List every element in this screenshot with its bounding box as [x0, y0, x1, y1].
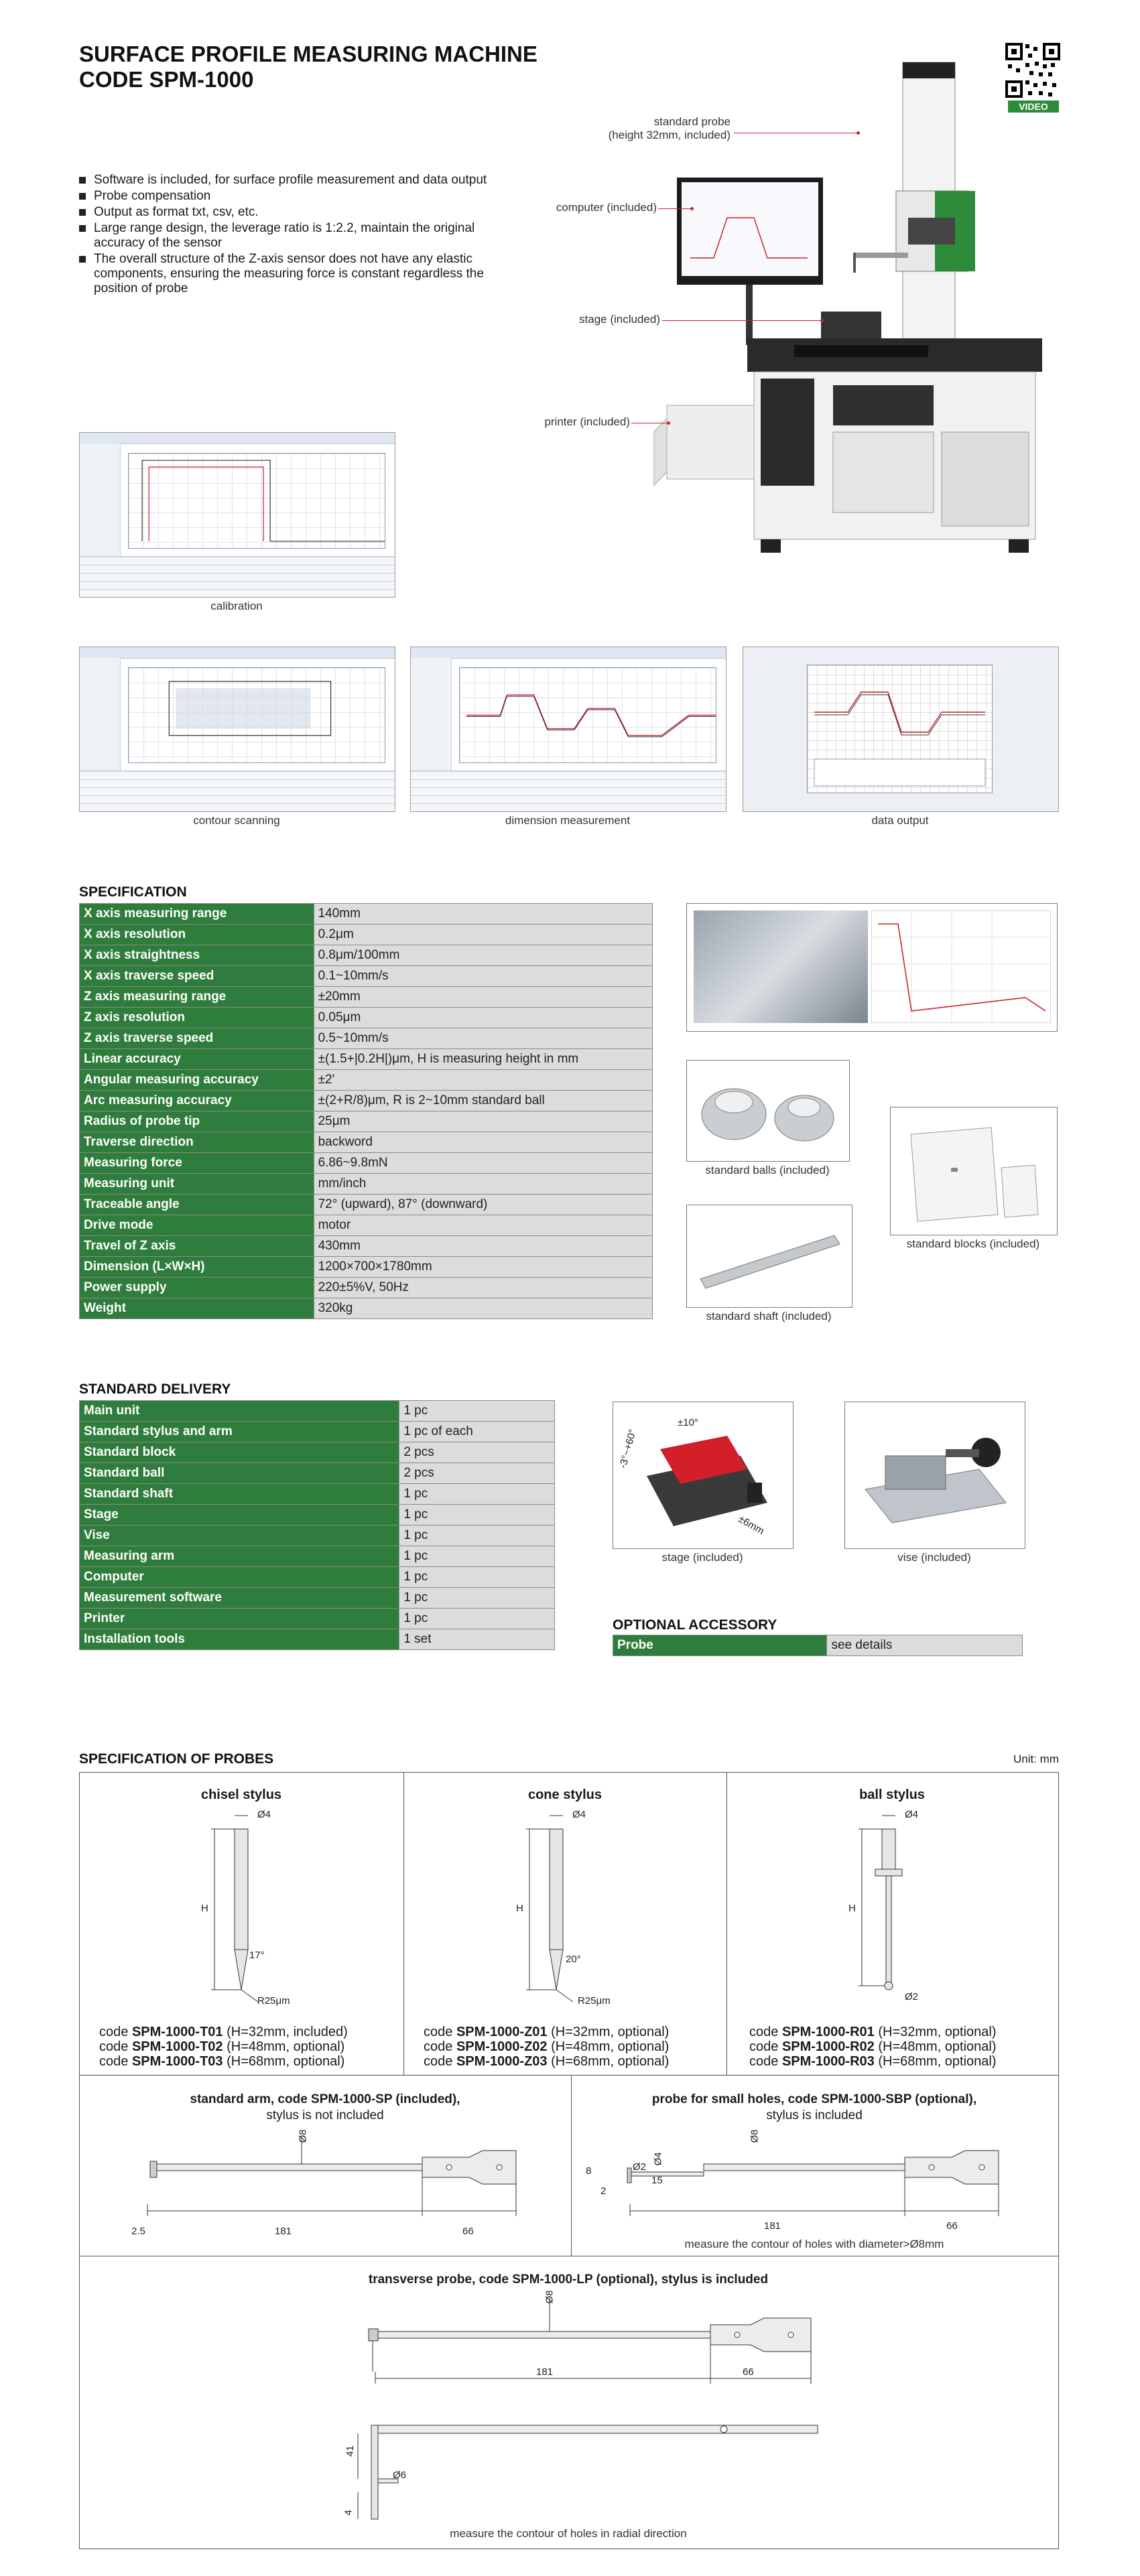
row-value: 2 pcs — [399, 1463, 555, 1484]
row-value: 1 pc — [399, 1588, 555, 1609]
row-value: 1 pc — [399, 1609, 555, 1629]
table-row — [80, 966, 653, 987]
screenshot-output — [743, 647, 1059, 812]
cone-codes — [424, 2025, 718, 2069]
row-label: Probe — [613, 1635, 827, 1656]
row-value: see details — [827, 1635, 1023, 1656]
callout-stage: stage (included) — [579, 313, 660, 326]
table-row — [80, 1463, 555, 1484]
stage-dim-bottom: ±6mm — [736, 1513, 767, 1538]
row-label: X axis straightness — [80, 945, 314, 966]
standard-balls-photo — [686, 1060, 850, 1162]
row-label: Z axis resolution — [80, 1008, 314, 1028]
row-value: 320kg — [314, 1298, 652, 1319]
table-row — [80, 925, 653, 945]
vise-photo — [844, 1402, 1025, 1549]
delivery-table — [79, 1400, 555, 1650]
table-row — [80, 1091, 653, 1111]
caption-contour: contour scanning — [193, 814, 280, 827]
transverse-d8: Ø8 — [544, 2290, 556, 2304]
table-row — [80, 1401, 555, 1422]
row-label: Z axis measuring range — [80, 987, 314, 1008]
table-row — [80, 1028, 653, 1049]
table-row — [613, 1635, 1023, 1656]
standard-arm-drawing — [134, 2137, 536, 2224]
probe-demo-photo — [686, 903, 1058, 1032]
caption-standard-blocks: standard blocks (included) — [906, 1237, 1040, 1250]
caption-standard-balls: standard balls (included) — [705, 1164, 830, 1176]
row-value: 1 pc — [399, 1526, 555, 1546]
callout-dot — [667, 421, 670, 425]
row-label: Computer — [80, 1567, 399, 1588]
row-value: 72° (upward), 87° (downward) — [314, 1195, 652, 1215]
row-value: 1 pc — [399, 1401, 555, 1422]
row-label: Travel of Z axis — [80, 1236, 314, 1257]
title-line-1: SURFACE PROFILE MEASURING MACHINE — [79, 42, 537, 66]
code-line: code SPM-1000-Z01 (H=32mm, optional) — [424, 2025, 670, 2039]
row-value: 1 pc of each — [399, 1422, 555, 1442]
chisel-stylus-title: chisel stylus — [200, 1787, 282, 1802]
page-title — [79, 42, 537, 92]
probes-unit: Unit: mm — [1013, 1753, 1059, 1765]
code-line: code SPM-1000-T01 (H=32mm, included) — [99, 2025, 348, 2039]
transverse-probe-drawing-side — [349, 2412, 831, 2526]
row-value: mm/inch — [314, 1174, 652, 1195]
cone-angle: 20° — [566, 1954, 581, 1965]
row-label: Measuring unit — [80, 1174, 314, 1195]
table-row — [80, 1195, 653, 1215]
callout-standard-probe: standard probe (height 32mm, included) — [608, 115, 731, 141]
row-label: Measurement software — [80, 1588, 399, 1609]
transverse-probe-title: transverse probe, code SPM-1000-LP (optional), stylus is included — [368, 2273, 769, 2287]
chisel-codes — [99, 2025, 394, 2069]
stage-photo — [613, 1402, 794, 1549]
row-label: Arc measuring accuracy — [80, 1091, 314, 1111]
table-row — [80, 1215, 653, 1236]
row-label: X axis measuring range — [80, 904, 314, 925]
stage-dim-left: -3°~+60° — [617, 1428, 639, 1470]
table-row — [80, 1567, 555, 1588]
callout-printer: printer (included) — [544, 415, 630, 428]
row-value: ±20mm — [314, 987, 652, 1008]
row-label: Power supply — [80, 1278, 314, 1298]
row-value: 1200×700×1780mm — [314, 1257, 652, 1278]
row-label: Printer — [80, 1609, 399, 1629]
transverse-probe-drawing-top — [349, 2298, 831, 2392]
code-line: code SPM-1000-R03 (H=68mm, optional) — [749, 2054, 997, 2069]
callout-line — [658, 208, 692, 209]
callout-dot — [820, 319, 824, 322]
cone-h: H — [516, 1903, 523, 1914]
row-value: 0.2μm — [314, 925, 652, 945]
ball-stylus-drawing — [842, 1809, 962, 2003]
optional-table — [613, 1635, 1023, 1656]
arm-d8: Ø8 — [297, 2129, 309, 2143]
standard-shaft-photo — [686, 1205, 852, 1308]
row-label: Main unit — [80, 1401, 399, 1422]
row-value: 1 pc — [399, 1505, 555, 1526]
row-value: 220±5%V, 50Hz — [314, 1278, 652, 1298]
feature-item: Software is included, for surface profile measurement and data output — [79, 173, 495, 188]
table-row — [80, 1174, 653, 1195]
ball-dia: Ø4 — [905, 1809, 919, 1820]
caption-vise: vise (included) — [897, 1551, 971, 1564]
row-label: Linear accuracy — [80, 1049, 314, 1070]
feature-item: The overall structure of the Z-axis sensor does not have any elastic components, ensuring the measuring force is constant regardless the position of probe — [79, 252, 495, 296]
transverse-l2: 181 — [536, 2366, 554, 2378]
screenshot-calibration — [79, 432, 395, 598]
feature-item: Output as format txt, csv, etc. — [79, 205, 495, 220]
table-row — [80, 1049, 653, 1070]
table-row — [80, 1629, 555, 1650]
table-row — [80, 1257, 653, 1278]
table-row — [80, 1070, 653, 1091]
small-d4: Ø4 — [652, 2152, 664, 2166]
table-row — [80, 1153, 653, 1174]
row-label: Radius of probe tip — [80, 1111, 314, 1132]
row-label: Z axis traverse speed — [80, 1028, 314, 1049]
delivery-heading: STANDARD DELIVERY — [79, 1381, 231, 1397]
row-label: Installation tools — [80, 1629, 399, 1650]
table-row — [80, 945, 653, 966]
ball-h: H — [848, 1903, 856, 1914]
standard-blocks-photo — [890, 1107, 1058, 1235]
row-value: 0.05μm — [314, 1008, 652, 1028]
chisel-dia: Ø4 — [257, 1809, 271, 1820]
ball-tip: Ø2 — [905, 1991, 919, 2003]
table-row — [80, 1132, 653, 1153]
row-value: 25μm — [314, 1111, 652, 1132]
title-line-2: CODE SPM-1000 — [79, 67, 254, 92]
caption-output: data output — [871, 814, 929, 827]
row-label: Traceable angle — [80, 1195, 314, 1215]
small-w15: 15 — [651, 2175, 663, 2186]
chisel-stylus-drawing — [194, 1809, 315, 2003]
specification-heading: SPECIFICATION — [79, 884, 187, 900]
row-value: 0.5~10mm/s — [314, 1028, 652, 1049]
code-line: code SPM-1000-T02 (H=48mm, optional) — [99, 2039, 345, 2054]
table-row — [80, 1505, 555, 1526]
row-value: 0.1~10mm/s — [314, 966, 652, 987]
table-row — [80, 1526, 555, 1546]
code-line: code SPM-1000-Z03 (H=68mm, optional) — [424, 2054, 670, 2069]
row-value: 1 pc — [399, 1546, 555, 1567]
row-value: 430mm — [314, 1236, 652, 1257]
small-d2: Ø2 — [633, 2161, 647, 2173]
table-row — [80, 1546, 555, 1567]
video-badge[interactable]: VIDEO — [1008, 100, 1059, 113]
table-row — [80, 1484, 555, 1505]
code-line: code SPM-1000-R02 (H=48mm, optional) — [749, 2039, 997, 2054]
table-row — [80, 987, 653, 1008]
arm-l3: 66 — [462, 2226, 474, 2237]
table-row — [80, 1609, 555, 1629]
row-value: ±(2+R/8)μm, R is 2~10mm standard ball — [314, 1091, 652, 1111]
row-label: Standard stylus and arm — [80, 1422, 399, 1442]
callout-computer: computer (included) — [556, 201, 657, 214]
cone-tip: R25μm — [578, 1995, 611, 2007]
optional-heading: OPTIONAL ACCESSORY — [613, 1617, 777, 1633]
callout-dot — [857, 131, 860, 135]
row-label: Stage — [80, 1505, 399, 1526]
table-row — [80, 1422, 555, 1442]
cone-stylus-drawing — [509, 1809, 630, 2003]
small-w2: 2 — [600, 2185, 607, 2197]
row-label: Dimension (L×W×H) — [80, 1257, 314, 1278]
table-row — [80, 1442, 555, 1463]
standard-arm-title: standard arm, code SPM-1000-SP (included), stylus is not included — [190, 2092, 460, 2122]
table-row — [80, 1008, 653, 1028]
row-value: 1 pc — [399, 1567, 555, 1588]
screenshot-contour — [79, 647, 395, 812]
row-value: 2 pcs — [399, 1442, 555, 1463]
small-d8: Ø8 — [749, 2129, 761, 2143]
table-row — [80, 904, 653, 925]
probes-heading: SPECIFICATION OF PROBES — [79, 1751, 274, 1767]
specification-table — [79, 903, 653, 1319]
transverse-d6: Ø6 — [393, 2469, 407, 2481]
transverse-l3: 66 — [743, 2366, 754, 2378]
feature-list — [79, 173, 495, 297]
row-label: X axis traverse speed — [80, 966, 314, 987]
table-row — [80, 1278, 653, 1298]
chisel-angle: 17° — [249, 1950, 265, 1961]
row-value: 0.8μm/100mm — [314, 945, 652, 966]
chisel-tip: R25μm — [257, 1995, 290, 2007]
row-label: X axis resolution — [80, 925, 314, 945]
row-label: Traverse direction — [80, 1132, 314, 1153]
callout-dot — [690, 207, 694, 210]
cone-stylus-title: cone stylus — [527, 1787, 603, 1802]
arm-l2: 181 — [275, 2226, 292, 2237]
row-label: Standard ball — [80, 1463, 399, 1484]
code-line: code SPM-1000-T03 (H=68mm, optional) — [99, 2054, 345, 2069]
caption-calibration: calibration — [210, 600, 263, 612]
row-label: Standard block — [80, 1442, 399, 1463]
table-row — [80, 1588, 555, 1609]
small-holes-title: probe for small holes, code SPM-1000-SBP (optional), stylus is included — [651, 2092, 977, 2122]
row-label: Measuring force — [80, 1153, 314, 1174]
row-label: Weight — [80, 1298, 314, 1319]
row-value: ±(1.5+|0.2H|)μm, H is measuring height in mm — [314, 1049, 652, 1070]
row-label: Measuring arm — [80, 1546, 399, 1567]
callout-line — [662, 320, 822, 321]
caption-stage: stage (included) — [661, 1551, 743, 1564]
ball-stylus-title: ball stylus — [859, 1787, 925, 1802]
chisel-h: H — [201, 1903, 208, 1914]
transverse-h4: 4 — [342, 2510, 355, 2516]
cone-dia: Ø4 — [572, 1809, 586, 1820]
row-label: Drive mode — [80, 1215, 314, 1236]
row-value: backword — [314, 1132, 652, 1153]
feature-item: Probe compensation — [79, 189, 495, 204]
small-l3: 66 — [946, 2220, 958, 2232]
stage-dim-top: ±10° — [678, 1417, 698, 1428]
row-label: Angular measuring accuracy — [80, 1070, 314, 1091]
screenshot-dimension — [410, 647, 726, 812]
small-holes-note: measure the contour of holes with diameter>Ø8mm — [684, 2238, 944, 2250]
small-h8: 8 — [586, 2165, 592, 2177]
caption-dimension: dimension measurement — [505, 814, 631, 827]
table-row — [80, 1298, 653, 1319]
transverse-note: measure the contour of holes in radial direction — [450, 2527, 687, 2540]
row-value: motor — [314, 1215, 652, 1236]
row-label: Standard shaft — [80, 1484, 399, 1505]
transverse-h41: 41 — [344, 2445, 356, 2457]
row-label: Vise — [80, 1526, 399, 1546]
ball-codes — [749, 2025, 1051, 2069]
table-row — [80, 1111, 653, 1132]
row-value: 1 set — [399, 1629, 555, 1650]
row-value: ±2' — [314, 1070, 652, 1091]
row-value: 1 pc — [399, 1484, 555, 1505]
small-holes-drawing — [603, 2137, 1032, 2224]
arm-l1: 2.5 — [131, 2226, 145, 2237]
caption-standard-shaft: standard shaft (included) — [706, 1310, 832, 1323]
code-line: code SPM-1000-R01 (H=32mm, optional) — [749, 2025, 997, 2039]
feature-item: Large range design, the leverage ratio is 1:2.2, maintain the original accuracy of the sensor — [79, 221, 495, 251]
row-value: 140mm — [314, 904, 652, 925]
row-value: 6.86~9.8mN — [314, 1153, 652, 1174]
small-l2: 181 — [764, 2220, 781, 2232]
code-line: code SPM-1000-Z02 (H=48mm, optional) — [424, 2039, 670, 2054]
table-row — [80, 1236, 653, 1257]
